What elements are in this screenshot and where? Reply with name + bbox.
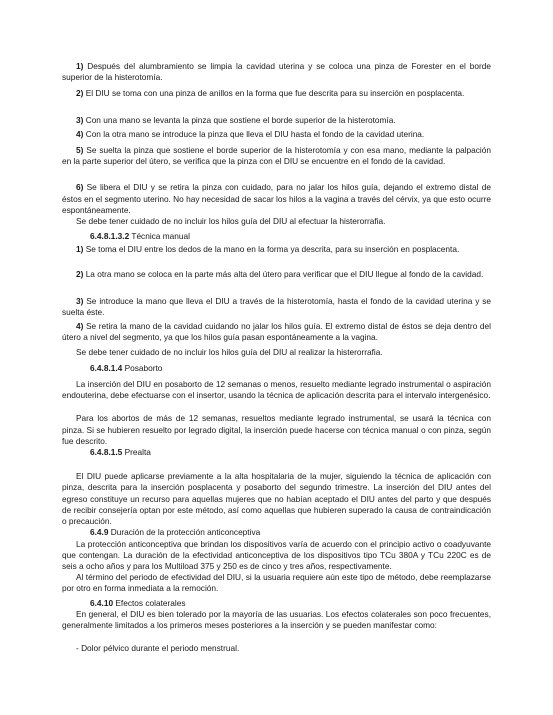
body-paragraph xyxy=(62,379,491,401)
body-paragraph xyxy=(62,609,491,631)
body-text: Para los abortos de más de 12 semanas, resueltos mediante legrado instrumental, se usará la técnica con pinza. Si se hubieren resuelto por legrado digital, la inserción puede hacerse con técnica manual o con pinza, según fue descrito. xyxy=(62,413,491,446)
note-paragraph xyxy=(62,347,491,358)
section-number: 6.4.10 xyxy=(90,597,114,608)
section-number: 6.4.8.1.5 xyxy=(90,447,123,458)
note-text: Se debe tener cuidado de no incluir los hilos guía del DIU al realizar la histerorrafia. xyxy=(76,346,383,357)
section-heading-prealta xyxy=(62,447,491,458)
section-number: 6.4.8.1.3.2 xyxy=(90,231,130,242)
step-number: 1) xyxy=(76,61,84,71)
step-text: Se libera el DIU y se retira la pinza con cuidado, para no jalar los hilos guía, dejando el extremo distal de éstos en el segmento uterino. No hay necesidad de sacar los hilos a la vagina a través del cérvix, ya que esto ocurre espontáneamente. xyxy=(62,182,491,215)
step-number: 2) xyxy=(76,268,84,279)
step-text: Con la otra mano se introduce la pinza que lleva el DIU hasta el fondo de la cavidad uterina. xyxy=(83,128,425,139)
body-text: En general, el DIU es bien tolerado por la mayoría de las usuarias. Los efectos colaterales son poco frecuentes, generalmente limitados a los primeros meses posteriores a la inserción y se pueden manifestar como: xyxy=(62,608,491,630)
section-number: 6.4.8.1.4 xyxy=(90,362,123,373)
body-paragraph xyxy=(62,413,491,447)
section-heading-tecnica-manual xyxy=(62,231,491,242)
step-number: 3) xyxy=(76,295,84,306)
section-heading-duracion xyxy=(62,527,491,538)
step-2-paragraph xyxy=(62,88,491,99)
body-text: Al término del periodo de efectividad del DIU, si la usuaria requiere aún este tipo de método, debe reemplazarse por otro en forma inmediata a la remoción. xyxy=(62,572,491,594)
step-text: Con una mano se levanta la pinza que sostiene el borde superior de la histerotomía. xyxy=(83,114,396,125)
step-text: La otra mano se coloca en la parte más alta del útero para verificar que el DIU llegue al fondo de la cavidad. xyxy=(83,268,484,279)
step-text: Después del alumbramiento se limpia la cavidad uterina y se coloca una pinza de Forester en el borde superior de la histerotomía. xyxy=(62,61,491,83)
section-title: Prealta xyxy=(122,447,151,458)
step-1-paragraph xyxy=(62,244,491,255)
step-number: 4) xyxy=(76,321,84,332)
step-number: 3) xyxy=(76,114,84,125)
step-number: 6) xyxy=(76,182,84,193)
step-text: Se suelta la pinza que sostiene el borde superior de la histerotomía y con esa mano, mediante la palpación en la parte superior del útero, se verifica que la pinza con el DIU se encuentre en el fondo de la cavidad. xyxy=(62,145,491,167)
body-paragraph xyxy=(62,572,491,594)
section-title: Efectos colaterales xyxy=(113,597,186,608)
step-4-paragraph xyxy=(62,129,491,140)
list-item xyxy=(62,643,491,654)
step-4-paragraph xyxy=(62,321,491,343)
step-3-paragraph xyxy=(62,296,491,318)
section-heading-efectos xyxy=(62,598,491,609)
step-5-paragraph xyxy=(62,145,491,167)
body-text: El DIU puede aplicarse previamente a la alta hospitalaria de la mujer, siguiendo la técnica de aplicación con pinza, descrita para la inserción posplacenta y posaborto del segundo trimestre. La inserción del DIU antes del egreso constituye un recurso para aquellas mujeres que no habían aceptado el DIU antes del parto y que después de recibir consejería optan por este método, así como aquellas que hubieren superado la causa de contraindicación o precaución. xyxy=(62,471,491,527)
step-number: 1) xyxy=(76,244,84,255)
section-title: Duración de la protección anticonceptiva xyxy=(108,527,261,538)
body-paragraph xyxy=(62,471,491,527)
step-text: Se retira la mano de la cavidad cuidando no jalar los hilos guía. El extremo distal de éstos se deja dentro del útero a nivel del segmento, ya que los hilos guía pasan espontáneamente a la vagina. xyxy=(62,321,491,343)
step-2-paragraph xyxy=(62,269,491,280)
body-text: La protección anticonceptiva que brindan los dispositivos varía de acuerdo con el principio activo o coadyuvante que contengan. La duración de la efectividad anticonceptiva de los dispositivos tipo TCu 380A y TCu 220C es de seis a ocho años y para los Multiload 375 y 250 es de cinco y tres años, respectivamente. xyxy=(62,538,491,571)
list-item-text: - Dolor pélvico durante el periodo menstrual. xyxy=(76,643,240,654)
section-title: Posaborto xyxy=(122,362,163,373)
step-1-paragraph xyxy=(62,61,491,83)
step-number: 4) xyxy=(76,128,84,139)
section-number: 6.4.9 xyxy=(90,527,109,538)
body-paragraph xyxy=(62,539,491,573)
section-title: Técnica manual xyxy=(129,231,190,242)
step-3-paragraph xyxy=(62,115,491,126)
step-number: 5) xyxy=(76,145,84,156)
step-text: Se toma el DIU entre los dedos de la mano en la forma ya descrita, para su inserción en posplacenta. xyxy=(83,244,460,255)
note-paragraph xyxy=(62,216,491,227)
step-text: El DIU se toma con una pinza de anillos en la forma que fue descrita para su inserción en posplacenta. xyxy=(83,88,465,99)
step-number: 2) xyxy=(76,88,84,99)
section-heading-posaborto xyxy=(62,363,491,374)
body-text: La inserción del DIU en posaborto de 12 semanas o menos, resuelto mediante legrado instrumental o aspiración endouterina, debe efectuarse con el insertor, usando la técnica de aplicación descrita para el intervalo intergenésico. xyxy=(62,379,491,401)
step-6-paragraph xyxy=(62,182,491,216)
note-text: Se debe tener cuidado de no incluir los hilos guía del DIU al efectuar la histerorrafia. xyxy=(76,216,386,227)
step-text: Se introduce la mano que lleva el DIU a través de la histerotomía, hasta el fondo de la cavidad uterina y se suelta éste. xyxy=(62,295,491,318)
